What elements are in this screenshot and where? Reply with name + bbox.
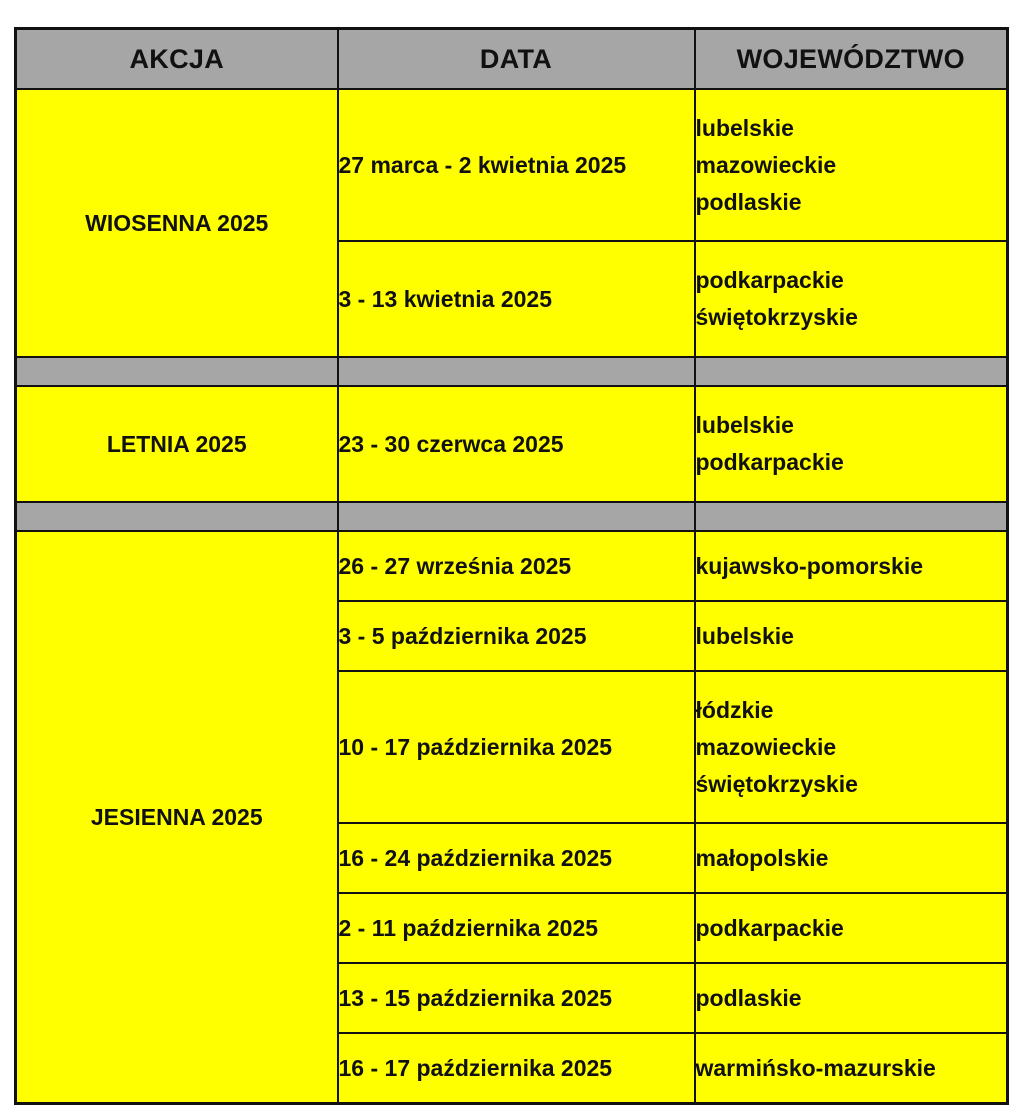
voivodeship-cell: [695, 531, 1008, 601]
voivodeship-cell: [695, 893, 1008, 963]
voivodeship-cell: [695, 89, 1008, 241]
voivodeship-name: małopolskie: [695, 844, 829, 871]
voivodeship-name: warmińsko-mazurskie: [695, 1054, 936, 1081]
separator-cell: [16, 502, 338, 531]
voivodeship-name: podkarpackie: [695, 267, 844, 293]
table-row: [16, 531, 1008, 601]
voivodeship-cell: [695, 823, 1008, 893]
voivodeship-cell: [695, 671, 1008, 823]
voivodeship-cell: [695, 601, 1008, 671]
header-row: [16, 29, 1008, 90]
voivodeship-name: łódzkie: [695, 696, 774, 723]
date-cell: 26 - 27 września 2025: [338, 531, 695, 601]
separator-cell: [338, 502, 695, 531]
voivodeship-name: podkarpackie: [695, 914, 844, 941]
separator-row: [16, 502, 1008, 531]
voivodeship-name: podlaskie: [695, 984, 802, 1011]
header-wojewodztwo: WOJEWÓDZTWO: [695, 29, 1008, 90]
voivodeship-name: mazowieckie: [695, 151, 837, 178]
akcja-cell: LETNIA 2025: [16, 386, 338, 502]
date-cell: 16 - 24 października 2025: [338, 823, 695, 893]
voivodeship-cell: [695, 1033, 1008, 1104]
separator-cell: [695, 357, 1008, 386]
separator-cell: [338, 357, 695, 386]
voivodeship-name: podkarpackie: [695, 449, 844, 475]
separator-cell: [695, 502, 1008, 531]
date-cell: 2 - 11 października 2025: [338, 893, 695, 963]
voivodeship-name: lubelskie: [695, 412, 794, 438]
date-cell: 3 - 13 kwietnia 2025: [338, 241, 695, 357]
date-cell: 13 - 15 października 2025: [338, 963, 695, 1033]
separator-cell: [16, 357, 338, 386]
akcja-cell: JESIENNA 2025: [16, 531, 338, 1104]
akcja-cell: WIOSENNA 2025: [16, 89, 338, 357]
date-cell: 16 - 17 października 2025: [338, 1033, 695, 1104]
schedule-table: [14, 27, 1009, 1105]
voivodeship-name: świętokrzyskie: [695, 770, 858, 797]
table-row: [16, 89, 1008, 241]
voivodeship-name: lubelskie: [695, 114, 794, 141]
voivodeship-name: podlaskie: [695, 188, 802, 215]
date-cell: 27 marca - 2 kwietnia 2025: [338, 89, 695, 241]
table-row: [16, 386, 1008, 502]
voivodeship-name: kujawsko-pomorskie: [695, 552, 924, 579]
voivodeship-cell: [695, 963, 1008, 1033]
voivodeship-name: lubelskie: [695, 622, 794, 649]
date-cell: 3 - 5 października 2025: [338, 601, 695, 671]
separator-row: [16, 357, 1008, 386]
date-cell: 23 - 30 czerwca 2025: [338, 386, 695, 502]
header-akcja: AKCJA: [16, 29, 338, 90]
voivodeship-cell: [695, 386, 1008, 502]
voivodeship-cell: [695, 241, 1008, 357]
date-cell: 10 - 17 października 2025: [338, 671, 695, 823]
header-data: DATA: [338, 29, 695, 90]
voivodeship-name: świętokrzyskie: [695, 304, 858, 330]
voivodeship-name: mazowieckie: [695, 733, 837, 760]
